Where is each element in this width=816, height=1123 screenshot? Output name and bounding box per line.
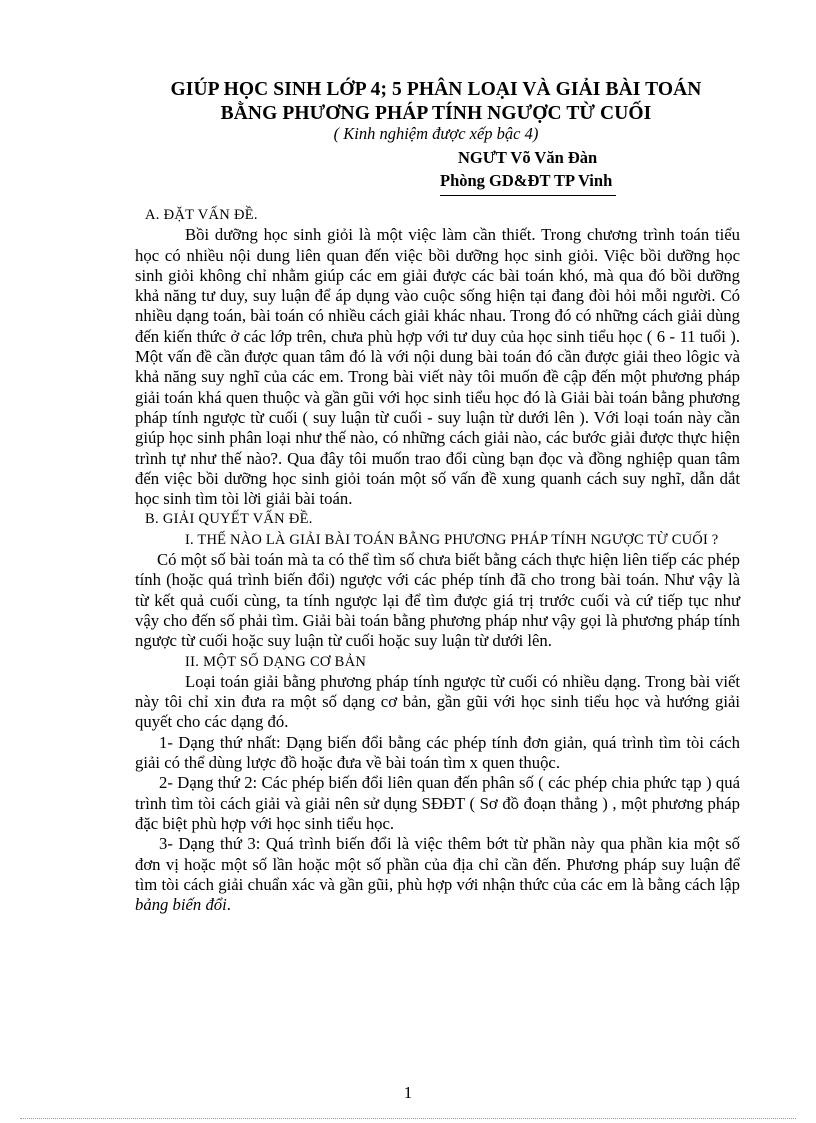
part-2-heading: II. MỘT SỐ DẠNG CƠ BẢN: [185, 653, 367, 670]
section-a-paragraph: Bồi dưỡng học sinh giỏi là một việc làm cần thiết. Trong chương trình toán tiểu học có nhiều nội dung liên quan đến việc bồi dưỡng học sinh giỏi. Việc bồi dưỡng học sinh giỏi không chỉ nhằm giúp các em giải được các bài toán khó, mà qua đó bồi dưỡng khả năng tư duy, suy luận để áp dụng vào cuộc sống hiện tại đang đòi hỏi mỗi người. Có nhiều dạng toán, bài toán có nhiều cách giải khác nhau. Trong đó có những cách giải dùng đến kiến thức ở các lớp trên, chưa phù hợp với tư duy của học sinh tiểu học ( 6 - 11 tuổi ). Một vấn đề cần được quan tâm đó là với nội dung bài toán đó cần được giải theo lôgic và khả năng suy nghĩ của các em. Trong bài viết này tôi muốn đề cập đến một phương pháp giải toán khá quen thuộc và gần gũi với học sinh tiểu học đó là Giải bài toán bằng phương pháp tính ngược từ cuối ( suy luận từ cuối - suy luận từ dưới lên ). Với loại toán này cần giúp học sinh phân loại như thế nào, có những cách giải nào, các bước giải được thực hiện trình tự như thế nào?. Qua đây tôi muốn trao đổi cùng bạn đọc và đồng nghiệp quan tâm đến việc bồi dưỡng học sinh giỏi toán một số vấn đề xung quanh cách suy nghĩ, dẫn dắt học sinh tìm tòi lời giải bài toán.: [135, 225, 740, 509]
type-3-end: .: [226, 895, 231, 915]
part-1-paragraph: Có một số bài toán mà ta có thể tìm số chưa biết bằng cách thực hiện liên tiếp các phép tính (hoặc quá trình biến đổi) ngược với các phép tính đã cho trong bài toán. Như vậy là từ kết quả cuối cùng, ta tính ngược lại để tìm được giá trị trước cuối và cứ tiếp tục như vậy cho đến số phải tìm. Giải bài toán bằng phương pháp như vậy gọi là phương pháp tính ngược từ cuối hoặc suy luận từ cuối hoặc suy luận từ dưới lên.: [135, 550, 740, 651]
part-1-heading: I. THẾ NÀO LÀ GIẢI BÀI TOÁN BẰNG PHƯƠNG PHÁP TÍNH NGƯỢC TỪ CUỐI ?: [185, 531, 719, 548]
type-2-paragraph: 2- Dạng thứ 2: Các phép biến đổi liên quan đến phân số ( các phép chia phức tạp ) quá trình tìm tòi cách giải và giải nên sử dụng SĐĐT ( Sơ đồ đoạn thẳng ) , một phương pháp đặc biệt phù hợp với học sinh tiểu học.: [135, 773, 740, 833]
page-number: 1: [403, 1083, 413, 1102]
type-3-italic-term: bảng biến đổi: [135, 895, 227, 915]
document-subtitle: ( Kinh nghiệm được xếp bậc 4): [333, 124, 539, 143]
title-line-2: BẰNG PHƯƠNG PHÁP TÍNH NGƯỢC TỪ CUỐI: [220, 103, 652, 124]
type-3-text: 3- Dạng thứ 3: Quá trình biến đổi là việc thêm bớt từ phần này qua phần kia một số đơn vị hoặc một số lần hoặc một số phần của địa chỉ cần đến. Phương pháp suy luận để tìm tòi cách giải chuẩn xác và gần gũi, phù hợp với nhận thức của các em là bằng cách lập: [135, 834, 740, 894]
type-3-paragraph: [135, 834, 740, 915]
author-department: Phòng GD&ĐT TP Vinh: [440, 170, 616, 196]
document-body: [135, 205, 740, 915]
section-a-heading: A. ĐẶT VẤN ĐỀ.: [145, 207, 258, 223]
section-b-heading: B. GIẢI QUYẾT VẤN ĐỀ.: [145, 511, 313, 528]
author-name: NGƯT Võ Văn Đàn: [458, 148, 598, 167]
document-title: [120, 78, 752, 126]
title-line-1: GIÚP HỌC SINH LỚP 4; 5 PHÂN LOẠI VÀ GIẢI BÀI TOÁN: [170, 79, 702, 100]
type-1-paragraph: 1- Dạng thứ nhất: Dạng biến đổi bằng các phép tính đơn giản, quá trình tìm tòi cách giải có thể dùng lược đồ hoặc đưa về bài toán tìm x quen thuộc.: [135, 732, 740, 773]
part-2-paragraph: Loại toán giải bằng phương pháp tính ngược từ cuối có nhiều dạng. Trong bài viết này tôi chỉ xin đưa ra một số dạng cơ bản, gần gũi với học sinh tiểu học và hướng giải quyết cho các dạng đó.: [135, 671, 740, 732]
page-bottom-border: [20, 1118, 796, 1119]
